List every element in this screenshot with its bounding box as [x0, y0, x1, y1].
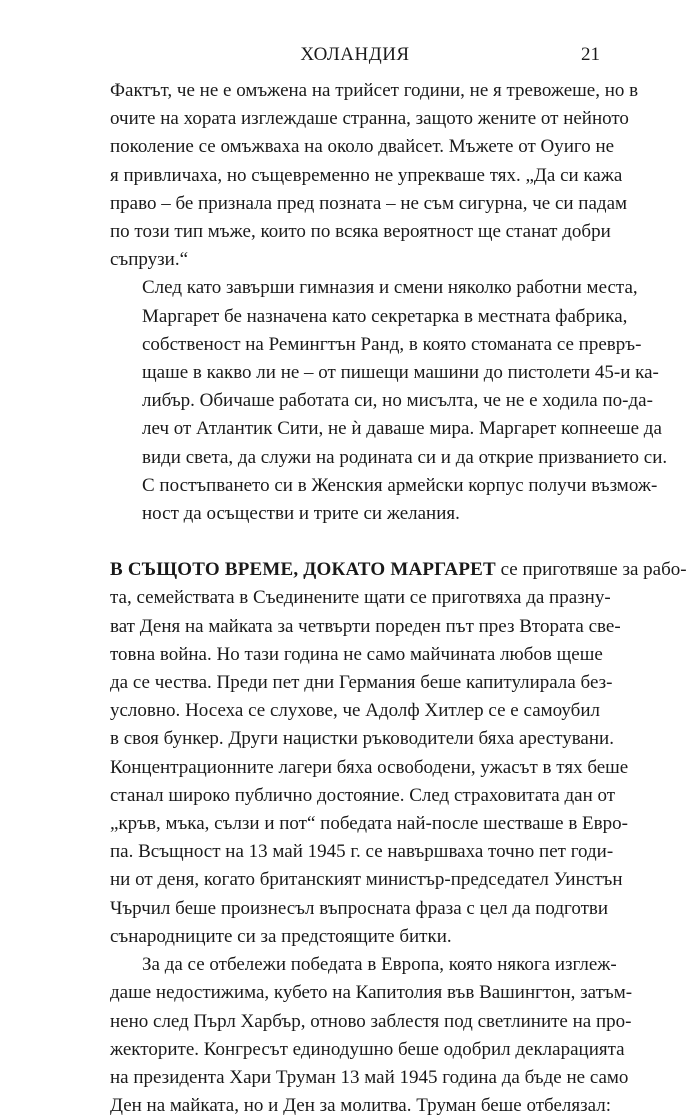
section-lead-in: В СЪЩОТО ВРЕМЕ, ДОКАТО МАРГАРЕТ: [110, 559, 496, 581]
text-line: За да се отбележи победата в Европа, която някога изглеж-: [142, 954, 617, 976]
text-line: Фактът, че не е омъжена на трийсет години, не я тревожеше, но в: [110, 80, 639, 101]
text-line: да се чества. Преди пет дни Германия беше капитулирала без-: [110, 672, 613, 694]
text-line: ни от деня, когато британският министър-председател Уинстън: [110, 869, 623, 891]
text-line: в своя бункер. Други нацистки ръководители бяха арестувани.: [110, 728, 614, 750]
running-title: ХОЛАНДИЯ: [300, 44, 410, 65]
text-line: леч от Атлантик Сити, не ѝ даваше мира. Маргарет копнееше да: [142, 418, 662, 440]
text-line: условно. Носеха се слухове, че Адолф Хитлер се е самоубил: [110, 700, 600, 722]
text-line: па. Всъщност на 13 май 1945 г. се навършваха точно пет годи-: [110, 841, 614, 863]
text-line: Маргарет бе назначена като секретарка в местната фабрика,: [142, 305, 628, 327]
text-line: С постъпването си в Женския армейски корпус получи възмож-: [142, 474, 658, 496]
text-line: „кръв, мъка, сълзи и пот“ победата най-после шестваше в Евро-: [110, 813, 628, 835]
text-line: даше недостижима, кубето на Капитолия във Вашингтон, затъм-: [110, 982, 633, 1004]
text-line: Ден на майката, но и Ден за молитва. Труман беше отбелязал:: [110, 1095, 611, 1117]
text-line: Концентрационните лагери бяха освободени, ужасът в тях беше: [110, 756, 629, 778]
text-line: по този тип мъже, които по всяка вероятност ще станат добри: [110, 221, 611, 243]
page-number: 21: [581, 44, 600, 65]
text-line: След като завърши гимназия и смени няколко работни места,: [142, 277, 638, 299]
text-line: та, семействата в Съединените щати се приготвяха да празну-: [110, 587, 611, 609]
text-line: либър. Обичаше работата си, но мисълта, че не е ходила по-да-: [142, 390, 653, 412]
text-line: я привличаха, но същевременно не упрекваше тях. „Да си кажа: [110, 164, 623, 186]
text-line: види света, да служи на родината си и да открие призванието си.: [142, 446, 668, 468]
paragraph-3: [110, 556, 687, 951]
text-line: Чърчил беше произнесъл въпросната фраза с цел да подготви: [110, 897, 609, 919]
text-line: право – бе признала пред позната – не съм сигурна, че си падам: [110, 192, 628, 214]
text-line: очите на хората изглеждаше странна, защото жените от нейното: [110, 108, 629, 130]
body-text: [110, 77, 687, 1120]
text-line: ват Деня на майката за четвърти пореден път през Втората све-: [110, 615, 621, 637]
text-line: щаше в какво ли не – от пишещи машини до пистолети 45-и ка-: [142, 362, 659, 384]
text-line: поколение се омъжваха на около двайсет. Мъжете от Оуиго не: [110, 136, 615, 158]
text-line: станал широко публично достояние. След страховитата дан от: [110, 784, 616, 806]
text-line: съпрузи.“: [110, 249, 189, 271]
text-line: сънародниците си за предстоящите битки.: [110, 925, 452, 947]
text-line: товна война. Но тази година не само майчината любов щеше: [110, 643, 603, 665]
text-line: на президента Хари Труман 13 май 1945 година да бъде не само: [110, 1066, 629, 1088]
paragraph-2: [110, 274, 668, 528]
lead-line-rest: се приготвяше за рабо-: [495, 559, 687, 581]
paragraph-1: [110, 77, 639, 274]
text-line: [110, 556, 687, 584]
text-line: ност да осъществи и трите си желания.: [142, 503, 460, 525]
text-line: собственост на Ремингтън Ранд, в която стоманата се превръ-: [142, 333, 642, 355]
running-head: [110, 44, 600, 68]
paragraph-4: [110, 951, 633, 1120]
text-line: нено след Пърл Харбър, отново заблестя под светлините на про-: [110, 1010, 632, 1032]
text-line: жекторите. Конгресът единодушно беше одобрил декларацията: [110, 1038, 625, 1060]
